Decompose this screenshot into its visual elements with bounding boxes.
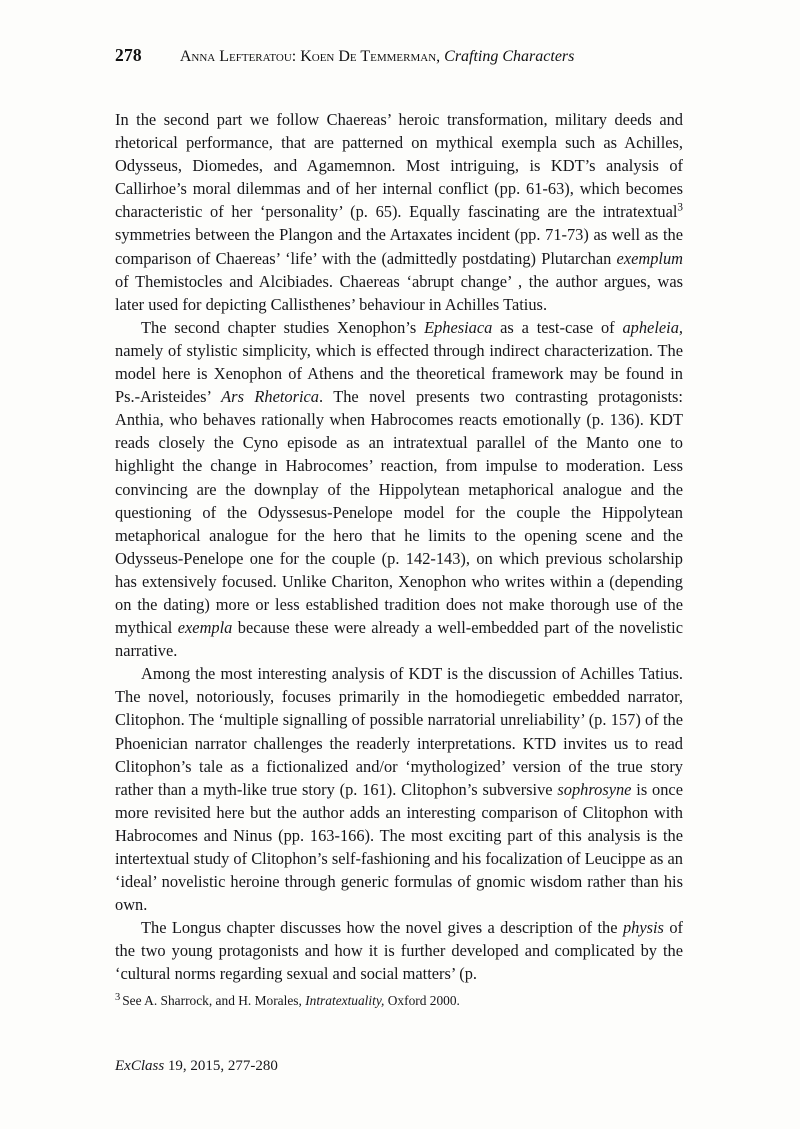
page-number: 278 <box>115 45 142 65</box>
paragraph-1: In the second part we follow Chaereas’ heroic transformation, military deeds and rhetorical performance, that are patterned on mythical exempla such as Achilles, Odysseus, Diomedes, and Agamemnon. Most intriguing, is KDT’s analysis of Callirhoe’s moral dilemmas and of her internal conflict (pp. 61-63), which becomes characteristic of her ‘personality’ (p. 65). Equally fascinating are the intratextual$^3$ symmetries between the Plangon and the Artaxates incident (pp. 71-73) as well as the comparison of Chaereas’ ‘life’ with the (admittedly postdating) Plutarchan exemplum of Themistocles and Alcibiades. Chaereas ‘abrupt change’ , the author argues, was later used for depicting Callisthenes’ behaviour in Achilles Tatius. <box>115 110 683 314</box>
footnote-3 <box>115 992 683 1010</box>
running-head-text <box>180 48 575 65</box>
running-head <box>115 45 685 69</box>
paragraph-2: The second chapter studies Xenophon’s Ephesiaca as a test-case of apheleia, namely of stylistic simplicity, which is effected through indirect characterization. The model here is Xenophon of Athens and the theoretical framework may be found in Ps.-Aristeides’ Ars Rhetorica. The novel presents two contrasting protagonists: Anthia, who behaves rationally when Habrocomes reacts emotionally (p. 136). KDT reads closely the Cyno episode as an intratextual parallel of the Manto one to highlight the change in Habrocomes’ reaction, from impulse to moderation. Less convincing are the downplay of the Hippolytean metaphorical analogue and the questioning of the Odyssesus-Penelope model for the couple the Hippolytean metaphorical analogue for the hero that he limits to the opening scene and the Odysseus-Penelope one for the couple (p. 142-143), on which previous scholarship has extensively focused. Unlike Chariton, Xenophon who writes within a (depending on the dating) more or less established tradition does not make thorough use of the mythical exempla because these were already a well-embedded part of the novelistic narrative. <box>115 317 684 661</box>
paragraph-3: Among the most interesting analysis of KDT is the discussion of Achilles Tatius. The novel, notoriously, focuses primarily in the homodiegetic embedded narrator, Clitophon. The ‘multiple signalling of possible narratorial unreliability’ (p. 157) of the Phoenician narrator challenges the readerly interpretations. KTD invites us to read Clitophon’s tale as a fictionalized and/or ‘mythologized’ version of the true story rather than a myth-like true story (p. 161). Clitophon’s subversive sophrosyne is once more revisited here but the author adds an interesting comparison of Clitophon with Habrocomes and Ninus (pp. 163-166). The most exciting part of this analysis is the intertextual study of Clitophon’s self-fashioning and his focalization of Leucippe as an ‘ideal’ novelistic heroine through generic formulas of gnomic wisdom rather than his own. <box>115 664 683 915</box>
paragraph-4: The Longus chapter discusses how the novel gives a description of the physis of the two young protagonists and how it is further developed and complicated by the ‘cultural norms regarding sexual and social matters’ (p. <box>115 918 683 984</box>
journal-name: ExClass <box>115 1058 165 1074</box>
page-footer <box>115 1058 683 1075</box>
article-body <box>115 108 683 986</box>
footnote-text: See A. Sharrock, and H. Morales, Intratextuality, Oxford 2000. <box>122 993 460 1008</box>
running-head-authors: Anna Lefteratou: Koen De Temmerman, <box>179 48 441 65</box>
running-head-title: Crafting Characters <box>444 48 575 65</box>
journal-issue: 19, 2015, 277-280 <box>164 1058 278 1074</box>
footnote-marker: 3 <box>115 991 121 1003</box>
